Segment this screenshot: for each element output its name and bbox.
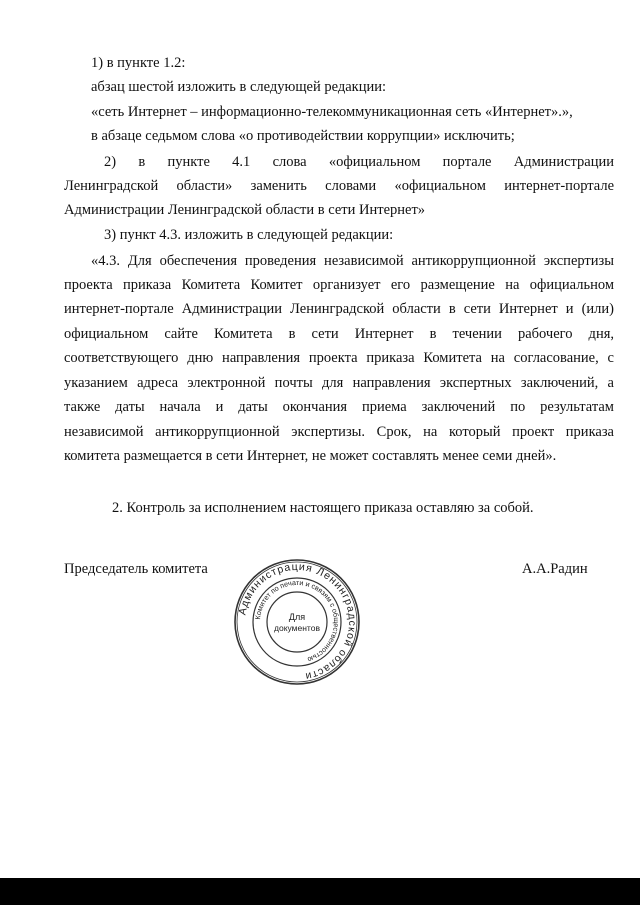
item-1-heading: 1) в пункте 1.2: [91,55,186,71]
quote-line: независимой антикоррупционной экспертизы. Срок, на который проект приказа [64,424,614,440]
quote-line: официальном сайте Комитета в сети Интернет в течении рабочего дня, [64,326,614,342]
paragraph-line: «сеть Интернет – информационно-телекоммуникационная сеть «Интернет».», [91,104,573,120]
quote-line: также даты начала и даты окончания приема заключений по результатам [64,399,614,415]
item-2-line: Администрации Ленинградской области в сети Интернет» [64,202,426,218]
quote-line: комитета размещается в сети Интернет, не может составлять менее семи дней». [64,448,557,464]
item-2-line: 2) в пункте 4.1 слова «официальном портале Администрации [104,154,614,170]
seal-outer-text: Администрация Ленинградской области [236,560,359,683]
quote-line: интернет-портале Администрации Ленинградской области в сети Интернет и (или) [64,301,614,317]
signatory-name: А.А.Радин [522,561,588,577]
seal-inner-text: Комитет по печати и связям с общественностью [253,577,342,665]
scan-border [0,878,640,905]
quote-line: проекта приказа Комитета Комитет организует его размещение на официальном [64,277,614,293]
official-seal-stamp [232,557,362,687]
paragraph-line: абзац шестой изложить в следующей редакции: [91,79,386,95]
signatory-position: Председатель комитета [64,561,208,577]
seal-center-line-1: Для [288,612,306,622]
paragraph-line: в абзаце седьмом слова «о противодействии коррупции» исключить; [91,128,515,144]
quote-line: указанием адреса электронной почты для направления экспертных заключений, а [64,375,614,391]
item-2-control-clause: 2. Контроль за исполнением настоящего приказа оставляю за собой. [112,500,534,516]
seal-center-line-2: документов [274,623,320,633]
quote-line: соответствующего дню направления проекта приказа Комитета на согласование, с [64,350,614,366]
item-2-line: Ленинградской области» заменить словами «официальном интернет-портале [64,178,614,194]
quote-line: «4.3. Для обеспечения проведения независимой антикоррупционной экспертизы [91,253,614,269]
item-3-heading: 3) пункт 4.3. изложить в следующей редакции: [104,227,394,243]
